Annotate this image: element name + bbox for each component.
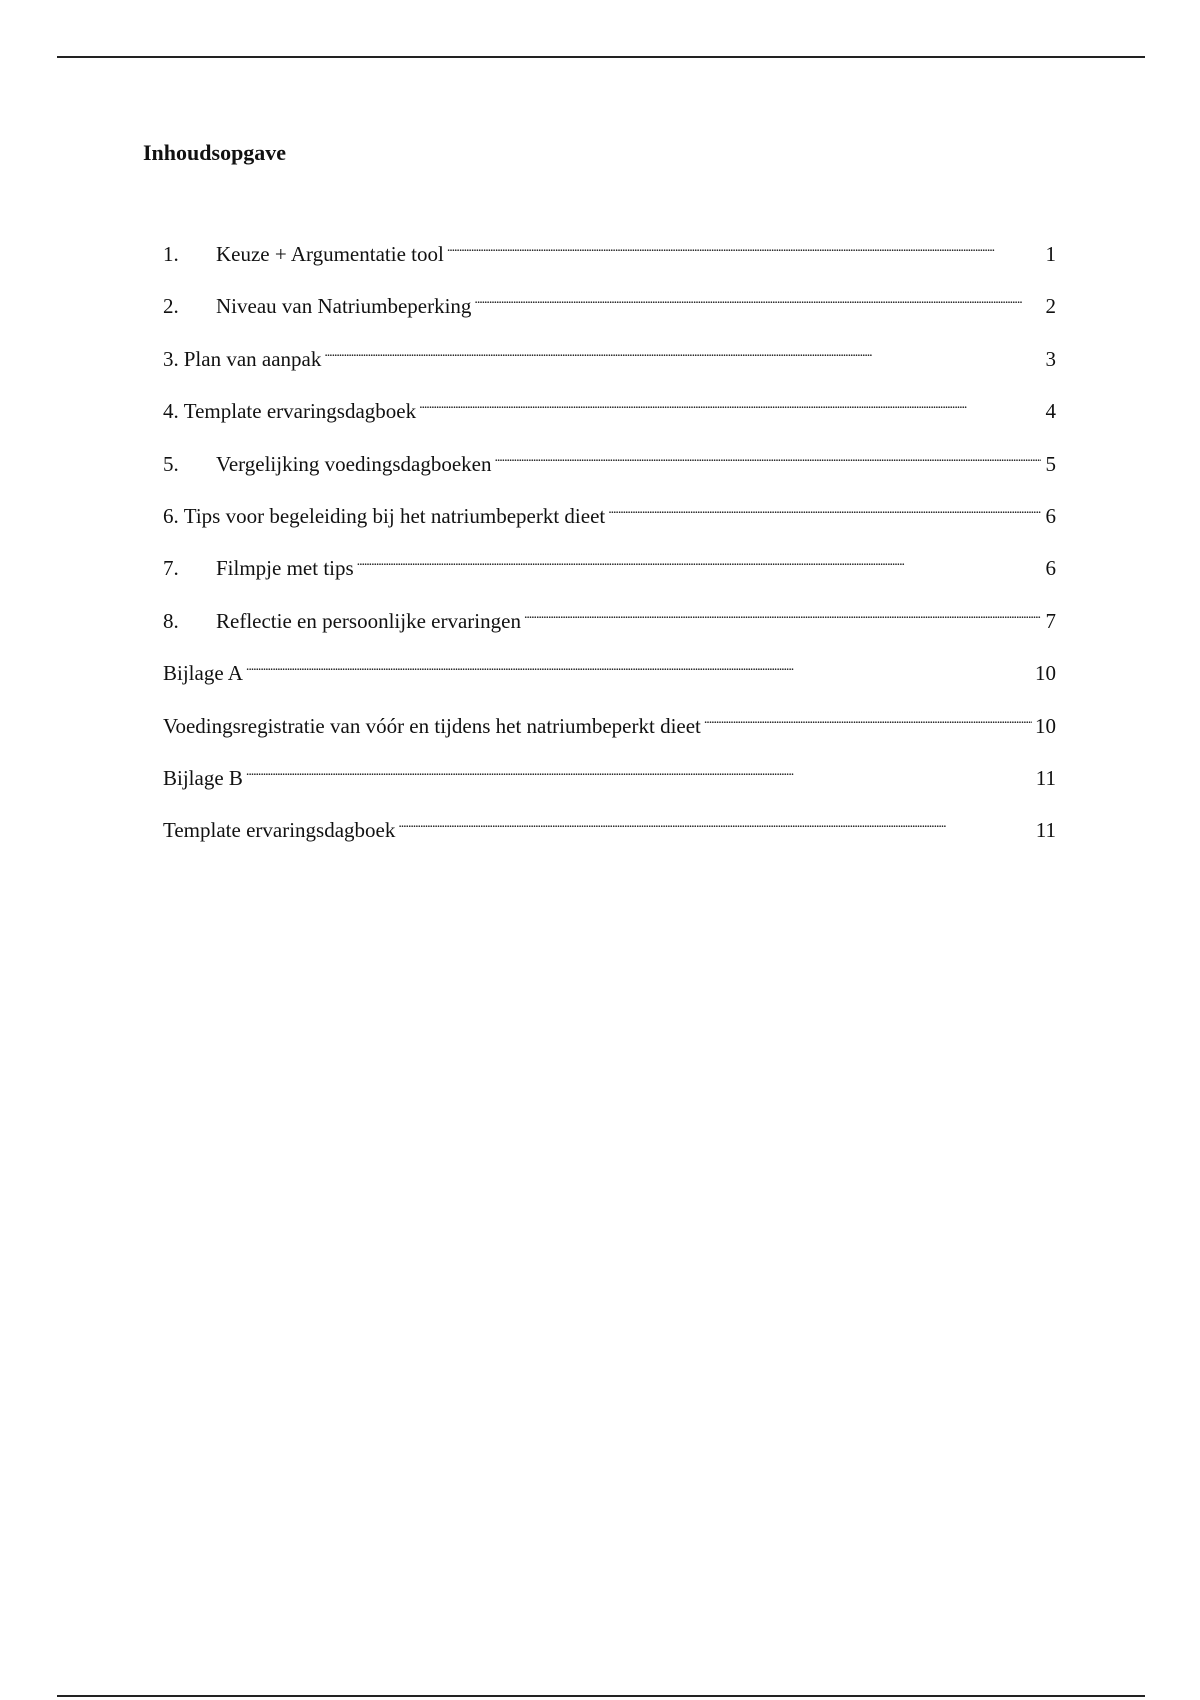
toc-dot-leader	[494, 443, 1041, 471]
toc-entry-page: 6	[1045, 556, 1056, 581]
toc-entry-title: Bijlage A	[163, 661, 243, 686]
toc-entry-title: Filmpje met tips	[216, 556, 354, 581]
toc-entry-page: 2	[1045, 294, 1056, 319]
toc-entry[interactable]	[163, 338, 1056, 390]
toc-entry-number: 7.	[163, 556, 179, 581]
toc-dot-leader	[357, 547, 1041, 575]
toc-entry-title: Plan van aanpak	[183, 346, 322, 371]
toc-entry-number: 4.	[163, 399, 179, 424]
toc-entry-page: 3	[1045, 346, 1056, 371]
toc-entry-page: 10	[1035, 661, 1056, 686]
toc-entry-number: 3.	[163, 346, 179, 371]
toc-entry-page: 7	[1045, 608, 1056, 633]
toc-entry-page: 1	[1045, 242, 1056, 266]
toc-entry-page: 6	[1045, 503, 1056, 528]
toc-dot-leader	[419, 390, 1041, 418]
footer-rule	[57, 1695, 1145, 1697]
toc-entry-number: 2.	[163, 294, 179, 319]
toc-dot-leader	[524, 600, 1041, 628]
toc-dot-leader	[474, 285, 1041, 313]
toc-dot-leader	[704, 705, 1032, 733]
toc-dot-leader	[608, 495, 1041, 523]
toc-entry[interactable]	[163, 495, 1056, 547]
toc-entry-title: Vergelijking voedingsdagboeken	[216, 451, 492, 476]
toc-entry-title: Tips voor begeleiding bij het natriumbeperkt dieet	[183, 503, 606, 528]
toc-entry[interactable]	[163, 809, 1056, 861]
toc-entry-title: Keuze + Argumentatie tool	[216, 242, 444, 266]
toc-dot-leader	[324, 338, 1041, 366]
toc-entry-title: Reflectie en persoonlijke ervaringen	[216, 608, 521, 633]
toc-entry-number: 6.	[163, 503, 179, 528]
toc-title: Inhoudsopgave	[143, 140, 287, 165]
toc-entry[interactable]	[163, 652, 1056, 704]
toc-dot-leader	[398, 809, 1032, 837]
toc-dot-leader	[246, 652, 1032, 680]
toc-entry-title: Niveau van Natriumbeperking	[216, 294, 472, 319]
toc-entry-number: 1.	[163, 242, 179, 266]
toc-entry-page: 11	[1035, 765, 1056, 790]
toc-entry-number: 5.	[163, 451, 179, 476]
toc-entry-title: Voedingsregistratie van vóór en tijdens het natriumbeperkt dieet	[163, 713, 701, 738]
toc-entry-number: 8.	[163, 608, 179, 633]
toc-entry-title: Bijlage B	[163, 765, 243, 790]
toc-dot-leader	[447, 233, 1041, 261]
toc-entry-title: Template ervaringsdagboek	[183, 399, 417, 424]
toc-entry[interactable]	[163, 705, 1056, 757]
toc-entry[interactable]	[163, 285, 1056, 337]
toc-entry-page: 11	[1035, 818, 1056, 843]
toc-entry-title: Template ervaringsdagboek	[163, 818, 396, 843]
toc-entry-page: 5	[1045, 451, 1056, 476]
toc-entry-page: 10	[1035, 713, 1056, 738]
toc-entry[interactable]	[163, 547, 1056, 599]
toc-entry[interactable]	[163, 757, 1056, 809]
toc-dot-leader	[246, 757, 1033, 785]
toc-entry[interactable]	[163, 600, 1056, 652]
header-rule	[57, 56, 1145, 58]
toc-entry[interactable]	[163, 233, 1056, 285]
toc-entry[interactable]	[163, 390, 1056, 442]
toc-entry[interactable]	[163, 443, 1056, 495]
toc-list	[163, 233, 1056, 862]
toc-entry-page: 4	[1045, 399, 1056, 424]
